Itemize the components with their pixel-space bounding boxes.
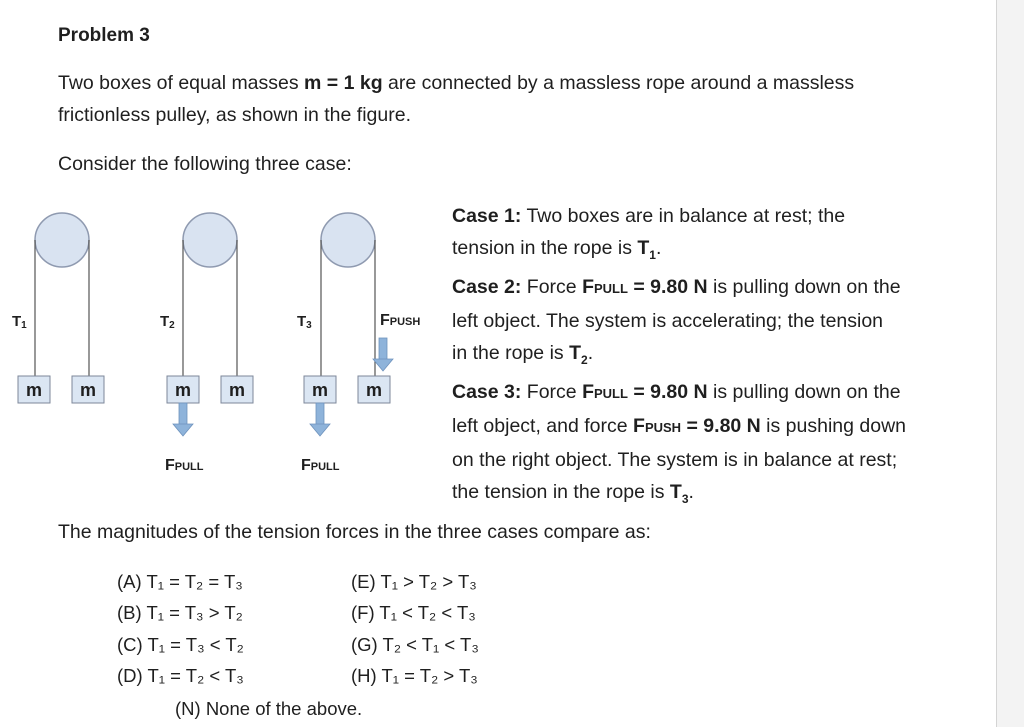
- tension-label-2: T2: [160, 313, 175, 331]
- case-3-line-4: the tension in the rope is $T_3$.: [452, 480, 694, 506]
- pulley-figure: [0, 200, 440, 500]
- case-descriptions: [452, 200, 952, 515]
- fpull-arrow-3: [310, 403, 330, 436]
- case-3-line-1: Case 3: Force FPULL = 9.80 N is pulling down on the: [452, 380, 901, 403]
- right-scroll-panel[interactable]: [996, 0, 1024, 727]
- intro-line-2: frictionless pulley, as shown in the figure.: [58, 104, 411, 126]
- tension-label-1: T1: [12, 313, 27, 331]
- fpush-label-3: FPUSH: [380, 312, 421, 329]
- box-1-right-label: m: [79, 380, 97, 400]
- case-2-line-2: left object. The system is accelerating; the tension: [452, 309, 884, 332]
- pulley-system-2: [160, 213, 253, 474]
- box-2-right-label: m: [228, 380, 246, 400]
- tension-label-3: T3: [297, 313, 312, 331]
- option-n[interactable]: (N) None of the above.: [175, 698, 363, 719]
- case-3-line-3: on the right object. The system is in balance at rest;: [452, 448, 898, 471]
- option-b[interactable]: (B) T₁ = T₃ > T₂: [117, 602, 243, 623]
- option-f[interactable]: (F) T₁ < T₂ < T₃: [351, 602, 476, 623]
- fpull-arrow-2: [173, 403, 193, 436]
- pulley-3: [321, 213, 375, 267]
- box-3-left-label: m: [311, 380, 329, 400]
- fpull-label-3: FPULL: [301, 457, 340, 474]
- case-1-line-2: tension in the rope is $T_1$.: [452, 237, 662, 262]
- option-c[interactable]: (C) T₁ = T₃ < T₂: [117, 634, 244, 655]
- option-g[interactable]: (G) T₂ < T₁ < T₃: [351, 634, 479, 655]
- box-1-left-label: m: [25, 380, 43, 400]
- intro-line-1: Two boxes of equal masses m = 1 kg are connected by a massless rope around a massless: [58, 72, 855, 94]
- box-3-right-label: m: [365, 380, 383, 400]
- case-1-line-1: Case 1: Two boxes are in balance at rest; the: [452, 205, 846, 227]
- fpull-label-2: FPULL: [165, 457, 204, 474]
- pulley-system-1: [12, 213, 104, 403]
- pulley-1: [35, 213, 89, 267]
- case-2-line-3: in the rope is $T_2$.: [452, 341, 594, 367]
- question-text: The magnitudes of the tension forces in the three cases compare as:: [58, 521, 651, 543]
- case-3-line-2: left object, and force FPUSH = 9.80 N is pushing down: [452, 414, 907, 437]
- case-2-line-1: Case 2: Force FPULL = 9.80 N is pulling down on the: [452, 275, 901, 298]
- option-h[interactable]: (H) T₁ = T₂ > T₃: [351, 665, 478, 686]
- option-e[interactable]: (E) T₁ > T₂ > T₃: [351, 571, 477, 592]
- option-d[interactable]: (D) T₁ = T₂ < T₃: [117, 665, 244, 686]
- fpush-arrow-3: [373, 338, 393, 371]
- option-a[interactable]: (A) T₁ = T₂ = T₃: [117, 571, 243, 592]
- pulley-system-3: [297, 213, 420, 474]
- consider-line: Consider the following three case:: [58, 153, 352, 175]
- pulley-2: [183, 213, 237, 267]
- box-2-left-label: m: [174, 380, 192, 400]
- problem-title: Problem 3: [58, 25, 150, 46]
